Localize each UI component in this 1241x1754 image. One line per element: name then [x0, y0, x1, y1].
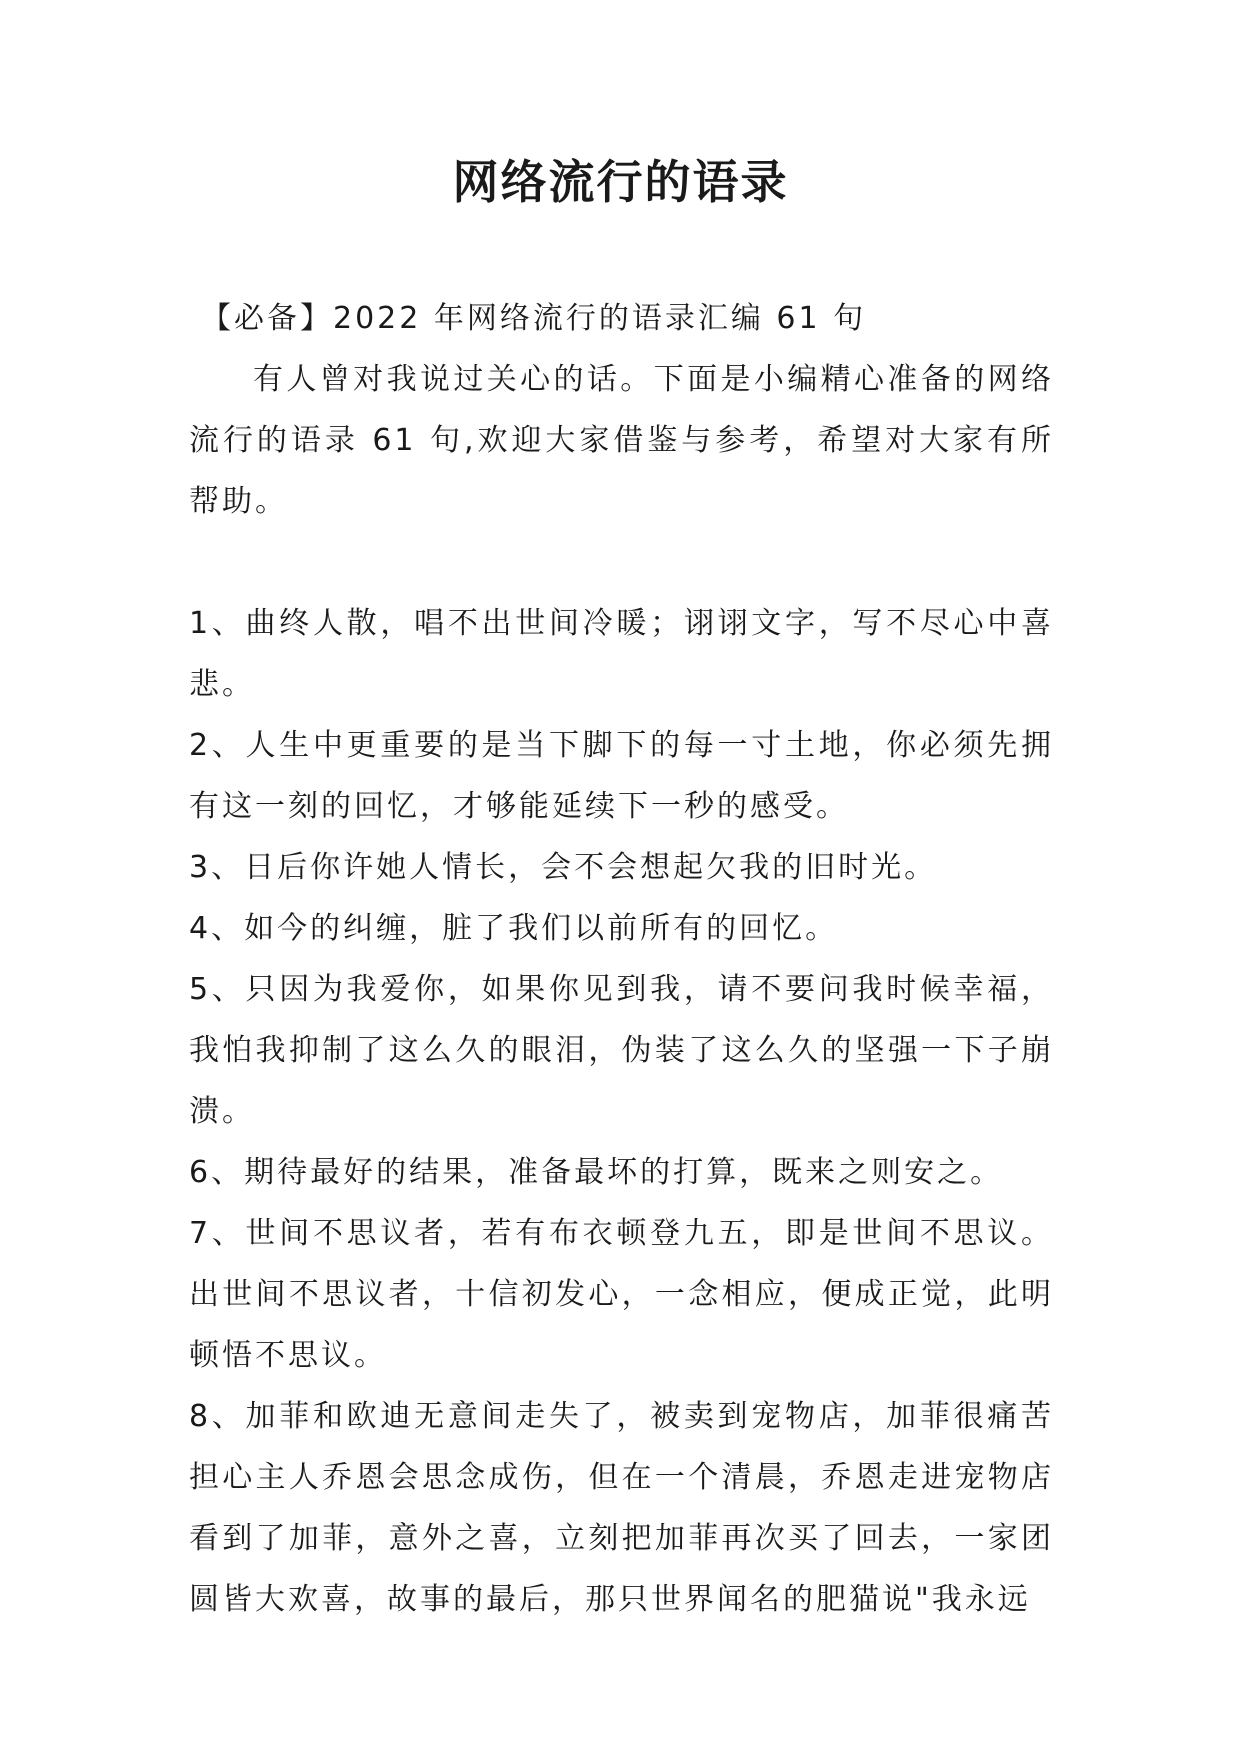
document-subtitle: 【必备】2022 年网络流行的语录汇编 61 句 — [201, 301, 867, 336]
quote-item-3: 3、日后你许她人情长，会不会想起欠我的旧时光。 — [189, 850, 938, 885]
quote-item-4: 4、如今的纠缠，脏了我们以前所有的回忆。 — [189, 911, 839, 946]
quote-item-7: 7、世间不思议者，若有布衣顿登九五，即是世间不思议。出世间不思议者，十信初发心，一念相应，便成正觉，此明顿悟不思议。 — [189, 1216, 1054, 1373]
quote-item-2: 2、人生中更重要的是当下脚下的每一寸土地，你必须先拥有这一刻的回忆，才够能延续下一秒的感受。 — [189, 728, 1054, 824]
intro-paragraph: 有人曾对我说过关心的话。下面是小编精心准备的网络流行的语录 61 句,欢迎大家借鉴与参考，希望对大家有所帮助。 — [189, 362, 1054, 519]
quote-item-6: 6、期待最好的结果，准备最坏的打算，既来之则安之。 — [189, 1155, 1004, 1190]
document-body — [189, 288, 1054, 1630]
quote-item-8: 8、加菲和欧迪无意间走失了，被卖到宠物店，加菲很痛苦担心主人乔恩会思念成伤，但在一个清晨，乔恩走进宠物店看到了加菲，意外之喜，立刻把加菲再次买了回去，一家团圆皆大欢喜，故事的最后，那只世界闻名的肥猫说"我永远 — [189, 1399, 1054, 1617]
document-title: 网络流行的语录 — [452, 155, 789, 209]
paragraph-spacer — [189, 532, 1054, 593]
quote-item-1: 1、曲终人散，唱不出世间冷暖；诩诩文字，写不尽心中喜悲。 — [189, 606, 1054, 702]
quote-item-5: 5、只因为我爱你，如果你见到我，请不要问我时候幸福，我怕我抑制了这么久的眼泪，伪装了这么久的坚强一下子崩溃。 — [189, 972, 1054, 1129]
